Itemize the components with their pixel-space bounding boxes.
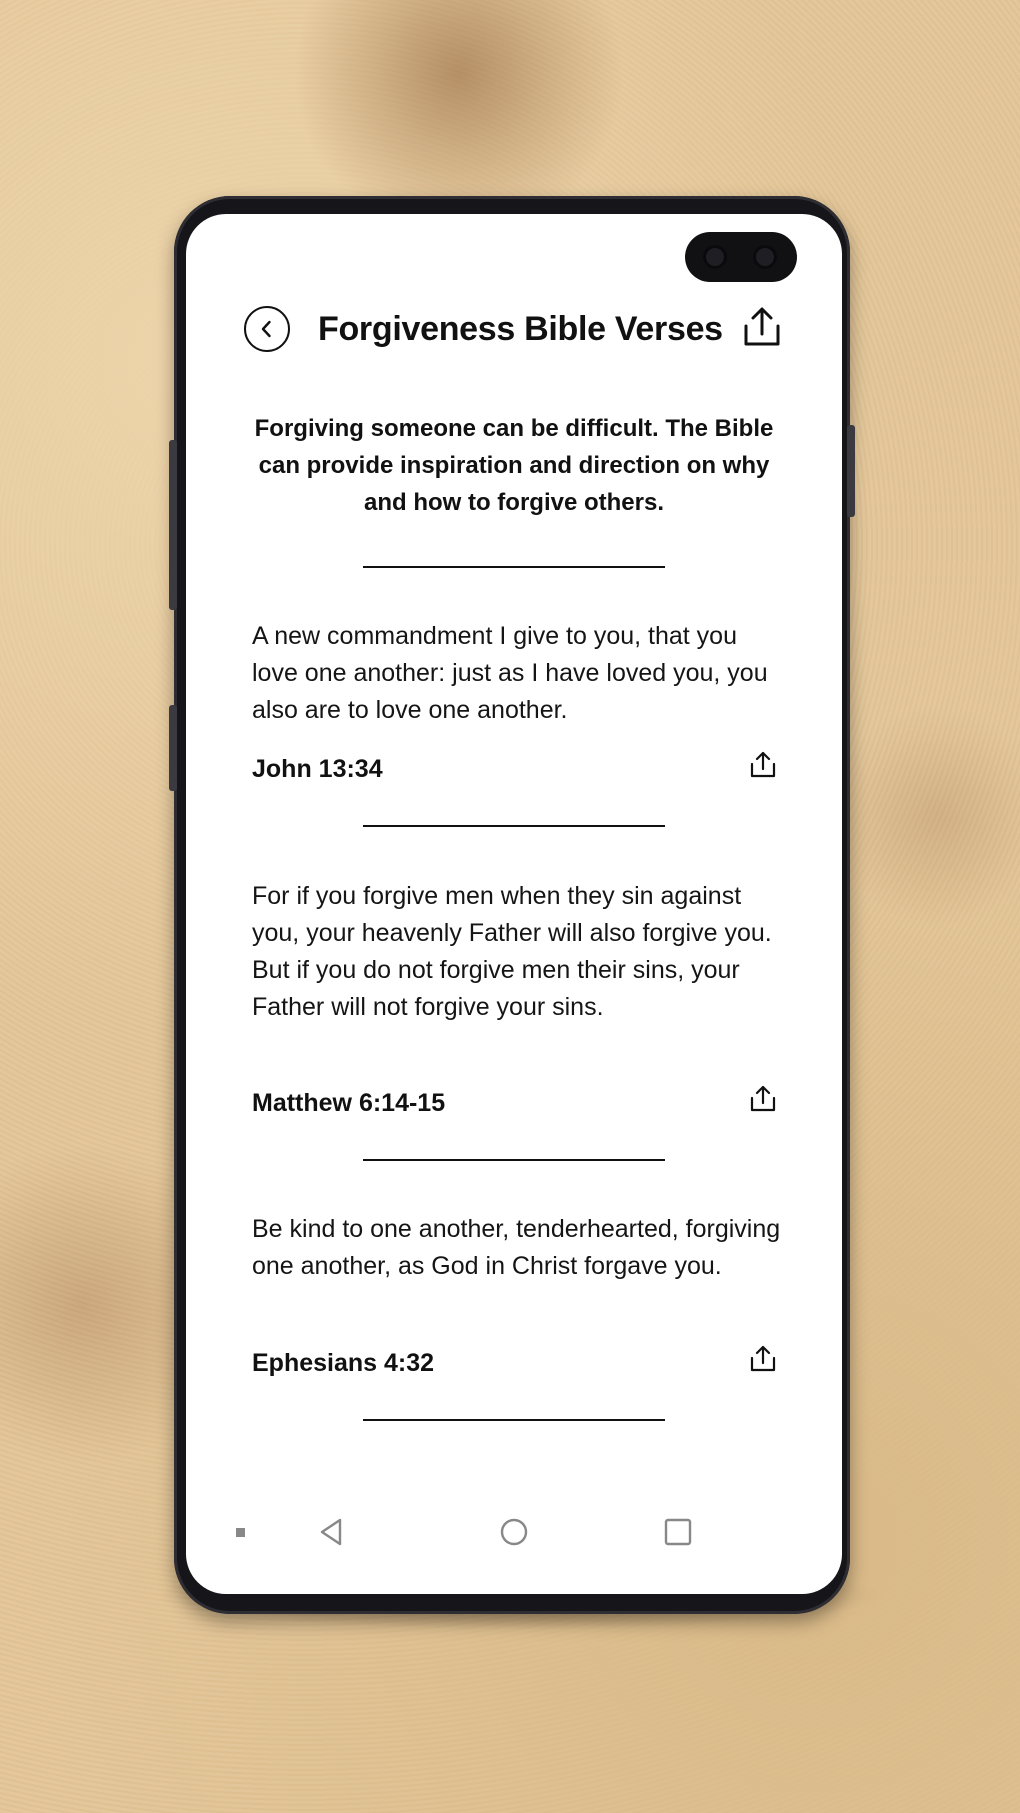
home-circle-icon[interactable] (492, 1510, 536, 1554)
divider (363, 566, 665, 568)
share-icon[interactable] (748, 749, 778, 781)
divider (363, 825, 665, 827)
share-icon[interactable] (748, 1083, 778, 1115)
phone-side-button (169, 705, 177, 791)
verse-text: A new commandment I give to you, that you love one another: just as I have loved you, you also are to love one another. (252, 622, 768, 724)
share-icon[interactable] (740, 304, 784, 350)
camera-lens (703, 245, 727, 269)
phone-side-button (169, 440, 177, 610)
back-triangle-icon[interactable] (310, 1510, 354, 1554)
camera-cutout (685, 232, 797, 282)
verse-reference: Ephesians 4:32 (252, 1349, 435, 1377)
verse-reference: John 13:34 (252, 755, 383, 783)
verse-text: Be kind to one another, tenderhearted, forgiving one another, as God in Christ forgave you. (252, 1215, 781, 1280)
system-navigation-bar (186, 1498, 842, 1568)
phone-screen (186, 214, 842, 1594)
recents-square-icon[interactable] (656, 1510, 700, 1554)
nav-indicator-dot (236, 1528, 245, 1537)
camera-lens (753, 245, 777, 269)
chevron-left-icon (257, 319, 277, 339)
divider (363, 1159, 665, 1161)
page-title: Forgiveness Bible Verses (318, 310, 723, 348)
verse-reference: Matthew 6:14-15 (252, 1089, 446, 1117)
verse-text: For if you forgive men when they sin against you, your heavenly Father will also forgive you. But if you do not forgive men their sins, your Father will not forgive your sins. (252, 882, 772, 1021)
divider (363, 1419, 665, 1421)
phone-side-button (847, 425, 855, 517)
back-button[interactable] (244, 306, 290, 352)
intro-text: Forgiving someone can be difficult. The Bible can provide inspiration and direction on why and how to forgive others. (254, 415, 774, 516)
share-icon[interactable] (748, 1343, 778, 1375)
app-header (186, 294, 842, 364)
